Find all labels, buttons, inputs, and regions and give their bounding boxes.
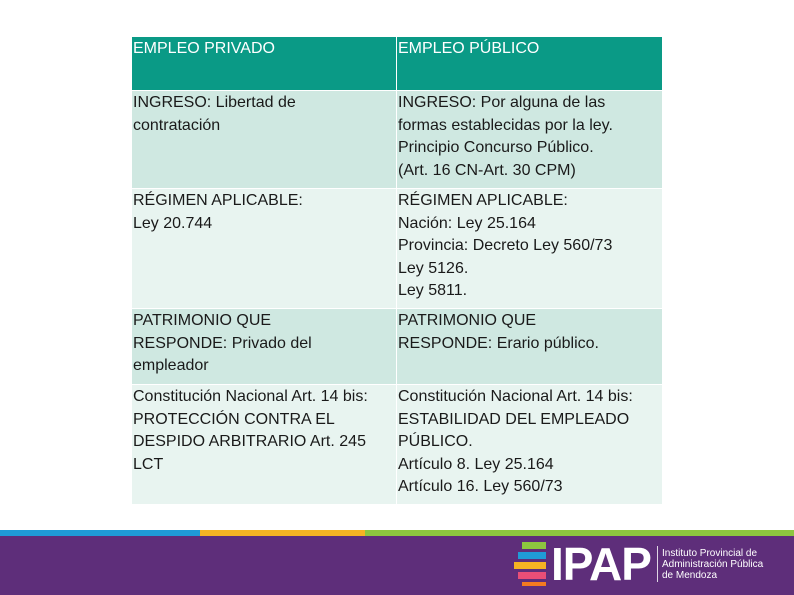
cell-constitucion-privado: Constitución Nacional Art. 14 bis: PROTECCIÓN CONTRA EL DESPIDO ARBITRARIO Art. 245 LCT: [132, 385, 397, 505]
cell-constitucion-publico: Constitución Nacional Art. 14 bis: ESTABILIDAD DEL EMPLEADO PÚBLICO. Artículo 8. Ley 25.164 Artículo 16. Ley 560/73: [397, 385, 663, 505]
cell-regimen-privado: RÉGIMEN APLICABLE: Ley 20.744: [132, 189, 397, 309]
cell-regimen-publico: RÉGIMEN APLICABLE: Nación: Ley 25.164 Provincia: Decreto Ley 560/73 Ley 5126. Ley 5811.: [397, 189, 663, 309]
cell-ingreso-publico: INGRESO: Por alguna de las formas establecidas por la ley. Principio Concurso Público. (Art. 16 CN-Art. 30 CPM): [397, 91, 663, 189]
header-empleo-publico: EMPLEO PÚBLICO: [397, 37, 663, 91]
institution-name: [662, 548, 763, 581]
table-row-regimen: [132, 189, 663, 309]
logo-divider: [657, 546, 658, 582]
comparison-table: [131, 36, 663, 505]
cell-ingreso-privado: INGRESO: Libertad de contratación: [132, 91, 397, 189]
table-header-row: [132, 37, 663, 91]
logo-wordmark: IPAP: [551, 538, 651, 590]
table-row-patrimonio: [132, 309, 663, 385]
cell-patrimonio-publico: PATRIMONIO QUE RESPONDE: Erario público.: [397, 309, 663, 385]
cell-patrimonio-privado: PATRIMONIO QUE RESPONDE: Privado del empleador: [132, 309, 397, 385]
table-row-constitucion: [132, 385, 663, 505]
footer-bar: [0, 536, 794, 595]
institution-line-2: Administración Pública: [662, 559, 764, 570]
header-empleo-privado: EMPLEO PRIVADO: [132, 37, 397, 91]
table-row-ingreso: [132, 91, 663, 189]
institution-line-1: Instituto Provincial de: [662, 548, 758, 559]
institution-line-3: de Mendoza: [662, 570, 718, 581]
ipap-logo-icon: [512, 540, 548, 586]
